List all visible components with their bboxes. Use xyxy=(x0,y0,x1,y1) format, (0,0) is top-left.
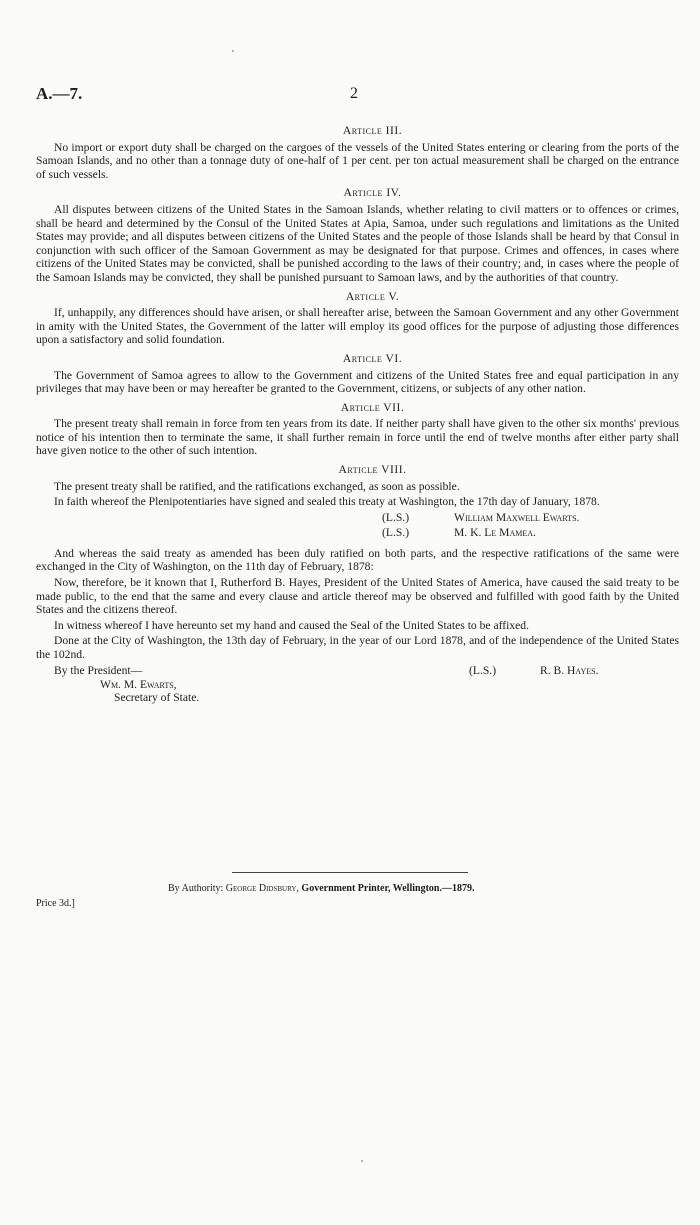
article-paragraph: No import or export duty shall be charged on the cargoes of the vessels of the United States entering or clearing from the ports of the Samoan Islands, and no other than a tonnage duty of one-half of 1 per cent. per ton actual measurement shall be charged on the entrance of such vessels. xyxy=(36,140,679,181)
secretary-title: Secretary of State. xyxy=(114,691,200,705)
scan-speck xyxy=(361,1160,363,1162)
article-heading: Article VI. xyxy=(342,351,403,365)
article-paragraph: The present treaty shall remain in force from ten years from its date. If neither party shall have given to the other six months' previous notice of his intention then to terminate the same, it shall further remain in force until the end of twelve months after either party shall have given notice to the other of such intention. xyxy=(36,417,679,458)
secretary-name: Wm. M. Ewarts, xyxy=(100,677,177,691)
document-body xyxy=(36,124,679,705)
article-heading: Article V. xyxy=(345,289,400,303)
proclamation-paragraph: Now, therefore, be it known that I, Rutherford B. Hayes, President of the United States of America, have caused the said treaty to be made public, to the end that the same and every clause and article thereof may be observed and fulfilled with good faith by the United States and the citizens thereof. xyxy=(36,576,679,617)
signature-row xyxy=(36,511,679,526)
faith-clause: In faith whereof the Plenipotentiaries have signed and sealed this treaty at Washington, the 17th day of January, 1878. xyxy=(54,495,600,509)
proclamation-paragraph: Done at the City of Washington, the 13th day of February, in the year of our Lord 1878, and of the independence of the United States the 102nd. xyxy=(36,634,679,661)
article-heading: Article VIII. xyxy=(338,463,407,477)
printer-details: Government Printer, Wellington.—1879. xyxy=(301,883,475,894)
article-paragraph: The present treaty shall be ratified, and the ratifications exchanged, as soon as possible. xyxy=(54,479,460,493)
price-label: Price 3d.] xyxy=(36,898,75,909)
proclamation-paragraph: And whereas the said treaty as amended has been duly ratified on both parts, and the respective ratifications of the same were exchanged in the City of Washington, on the 11th day of February, 1878: xyxy=(36,546,679,574)
seal-mark: (L.S.) xyxy=(382,525,410,539)
article-heading: Article VII. xyxy=(340,400,405,414)
authority-label: By Authority: xyxy=(168,883,224,894)
seal-mark: (L.S.) xyxy=(382,510,410,524)
printer-name: George Didsbury, xyxy=(225,883,299,894)
president-signature: R. B. Hayes. xyxy=(540,663,599,677)
signatory-name: M. K. Le Mamea. xyxy=(454,525,536,539)
signatory-name: William Maxwell Ewarts. xyxy=(454,510,580,524)
printer-imprint xyxy=(168,883,474,894)
president-signature-row xyxy=(36,664,679,678)
by-president-label: By the President— xyxy=(54,663,143,677)
signature-row xyxy=(36,526,679,541)
page-number: 2 xyxy=(350,85,358,102)
paper-reference: A.—7. xyxy=(36,84,83,103)
article-heading: Article III. xyxy=(342,124,403,137)
article-paragraph: The Government of Samoa agrees to allow to the Government and citizens of the United States free and equal participation in any privileges that may have been or may hereafter be granted to the Government, citizens, or subjects of any other nation. xyxy=(36,368,679,396)
proclamation-paragraph: In witness whereof I have hereunto set my hand and caused the Seal of the United States to be affixed. xyxy=(54,618,529,632)
article-paragraph: All disputes between citizens of the United States in the Samoan Islands, whether relating to civil matters or to offences or crimes, shall be heard and determined by the Consul of the United States at Apia, Samoa, under such regulations and limitations as the United States may provide; and all disputes between citizens of the United States and the people of those Islands shall be heard by that Consul in conjunction with such officer of the Samoan Government as may be designated for that purpose. Crimes and offences, in cases where citizens of the United States may be convicted, shall be punished according to the laws of their country; and, in cases where the people of the Samoan Islands may be convicted, they shall be punished pursuant to Samoan laws, and by the authorities of that country. xyxy=(36,202,679,284)
footer-rule xyxy=(232,872,468,873)
seal-mark: (L.S.) xyxy=(469,663,497,677)
article-heading: Article IV. xyxy=(343,186,402,200)
article-paragraph: If, unhappily, any differences should have arisen, or shall hereafter arise, between the Samoan Government and any other Government in amity with the United States, the Government of the latter will employ its good offices for the purpose of adjusting those differences upon a satisfactory and solid foundation. xyxy=(36,306,679,347)
scan-speck xyxy=(232,50,234,52)
